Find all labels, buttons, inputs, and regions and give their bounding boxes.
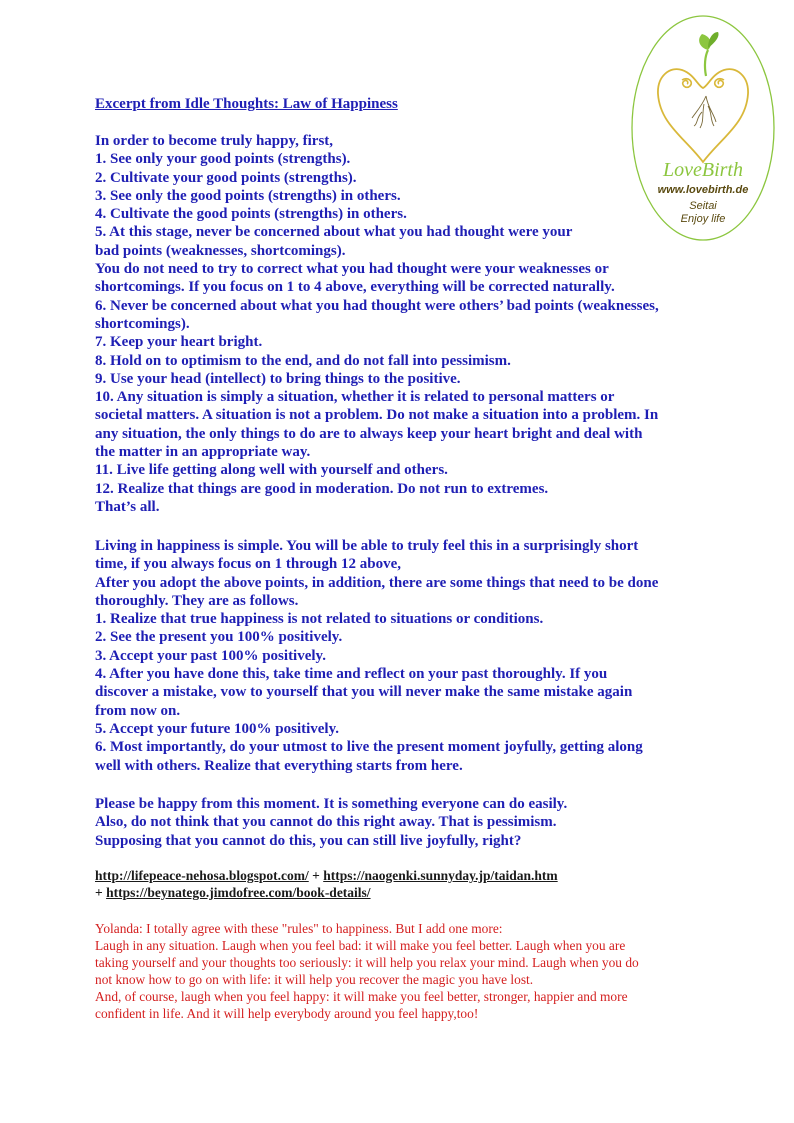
text-line: After you adopt the above points, in addition, there are some things that need to be done — [95, 574, 659, 591]
logo-tagline-1: Seitai — [689, 200, 717, 212]
document-title: Excerpt from Idle Thoughts: Law of Happiness — [95, 96, 398, 112]
yolanda-comment — [95, 920, 700, 1022]
text-line: shortcomings). — [95, 315, 190, 332]
logo-name: LoveBirth — [663, 159, 743, 181]
comment-line: Laugh in any situation. Laugh when you feel bad: it will make you feel better. Laugh when you are — [95, 938, 626, 953]
text-line: You do not need to try to correct what you had thought were your weaknesses or — [95, 261, 609, 278]
text-line: 5. Accept your future 100% positively. — [95, 720, 340, 737]
text-line: 5. At this stage, never be concerned about what you had thought were your — [95, 224, 573, 241]
link-beynatego[interactable]: https://beynatego.jimdofree.com/book-details/ — [106, 885, 371, 900]
links-line-2 — [95, 884, 705, 901]
lovebirth-logo — [630, 14, 776, 242]
comment-line: Yolanda: I totally agree with these "rules" to happiness. But I add one more: — [95, 921, 503, 936]
text-line: 7. Keep your heart bright. — [95, 334, 263, 351]
text-line: 12. Realize that things are good in moderation. Do not run to extremes. — [95, 480, 549, 497]
link-naogenki[interactable]: https://naogenki.sunnyday.jp/taidan.htm — [323, 868, 558, 883]
text-line: 2. Cultivate your good points (strengths). — [95, 169, 357, 186]
comment-line: taking yourself and your thoughts too seriously: it will help you relax your mind. Laugh when you do — [95, 955, 639, 970]
comment-line: And, of course, laugh when you feel happy: it will make you feel better, stronger, happier and more — [95, 989, 628, 1004]
logo-tagline-2: Enjoy life — [680, 213, 726, 225]
text-line: thoroughly. They are as follows. — [95, 592, 299, 609]
text-line: 3. See only the good points (strengths) in others. — [95, 187, 401, 204]
text-line: 2. See the present you 100% positively. — [95, 629, 343, 646]
comment-line: not know how to go on with life: it will help you recover the magic you have lost. — [95, 972, 534, 987]
text-line: the matter in an appropriate way. — [95, 444, 311, 461]
section-additional-steps — [95, 537, 705, 775]
text-line: well with others. Realize that everything starts from here. — [95, 757, 463, 774]
text-line: Also, do not think that you cannot do this right away. That is pessimism. — [95, 814, 557, 831]
text-line: societal matters. A situation is not a problem. Do not make a situation into a problem. In — [95, 407, 659, 424]
text-line: 6. Most importantly, do your utmost to live the present moment joyfully, getting along — [95, 739, 643, 756]
text-line: time, if you always focus on 1 through 12 above, — [95, 556, 401, 573]
text-line: 4. After you have done this, take time and reflect on your past thoroughly. If you — [95, 666, 608, 683]
plus-separator: + — [95, 885, 107, 900]
text-line: bad points (weaknesses, shortcomings). — [95, 242, 346, 259]
reference-links — [95, 867, 705, 901]
text-line: 9. Use your head (intellect) to bring things to the positive. — [95, 370, 461, 387]
text-line: 6. Never be concerned about what you had thought were others’ bad points (weaknesses, — [95, 297, 659, 314]
text-line: 1. See only your good points (strengths). — [95, 151, 351, 168]
text-line: Supposing that you cannot do this, you can still live joyfully, right? — [95, 832, 522, 849]
section-first-steps — [95, 132, 705, 516]
text-line: shortcomings. If you focus on 1 to 4 above, everything will be corrected naturally. — [95, 279, 615, 296]
text-line: Please be happy from this moment. It is something everyone can do easily. — [95, 796, 568, 812]
logo-url: www.lovebirth.de — [657, 184, 749, 196]
text-line: 11. Live life getting along well with yourself and others. — [95, 462, 448, 479]
text-line: from now on. — [95, 702, 181, 719]
text-line: 3. Accept your past 100% positively. — [95, 647, 326, 664]
text-line: 10. Any situation is simply a situation, whether it is related to personal matters or — [95, 389, 615, 406]
text-line: Living in happiness is simple. You will be able to truly feel this in a surprisingly short — [95, 538, 639, 554]
text-line: That’s all. — [95, 498, 160, 515]
text-line: any situation, the only things to do are to always keep your heart bright and deal with — [95, 425, 643, 442]
text-line: 8. Hold on to optimism to the end, and do not fall into pessimism. — [95, 352, 511, 369]
text-line: discover a mistake, vow to yourself that you will never make the same mistake again — [95, 684, 633, 701]
text-line: 4. Cultivate the good points (strengths) in others. — [95, 206, 407, 223]
text-line: In order to become truly happy, first, — [95, 133, 334, 149]
text-line: 1. Realize that true happiness is not related to situations or conditions. — [95, 611, 544, 628]
comment-line: confident in life. And it will help everybody around you feel happy,too! — [95, 1006, 479, 1021]
section-closing — [95, 795, 705, 850]
links-line-1 — [95, 867, 705, 884]
plus-separator: + — [308, 868, 324, 883]
link-lifepeace-blog[interactable]: http://lifepeace-nehosa.blogspot.com/ — [95, 868, 309, 883]
